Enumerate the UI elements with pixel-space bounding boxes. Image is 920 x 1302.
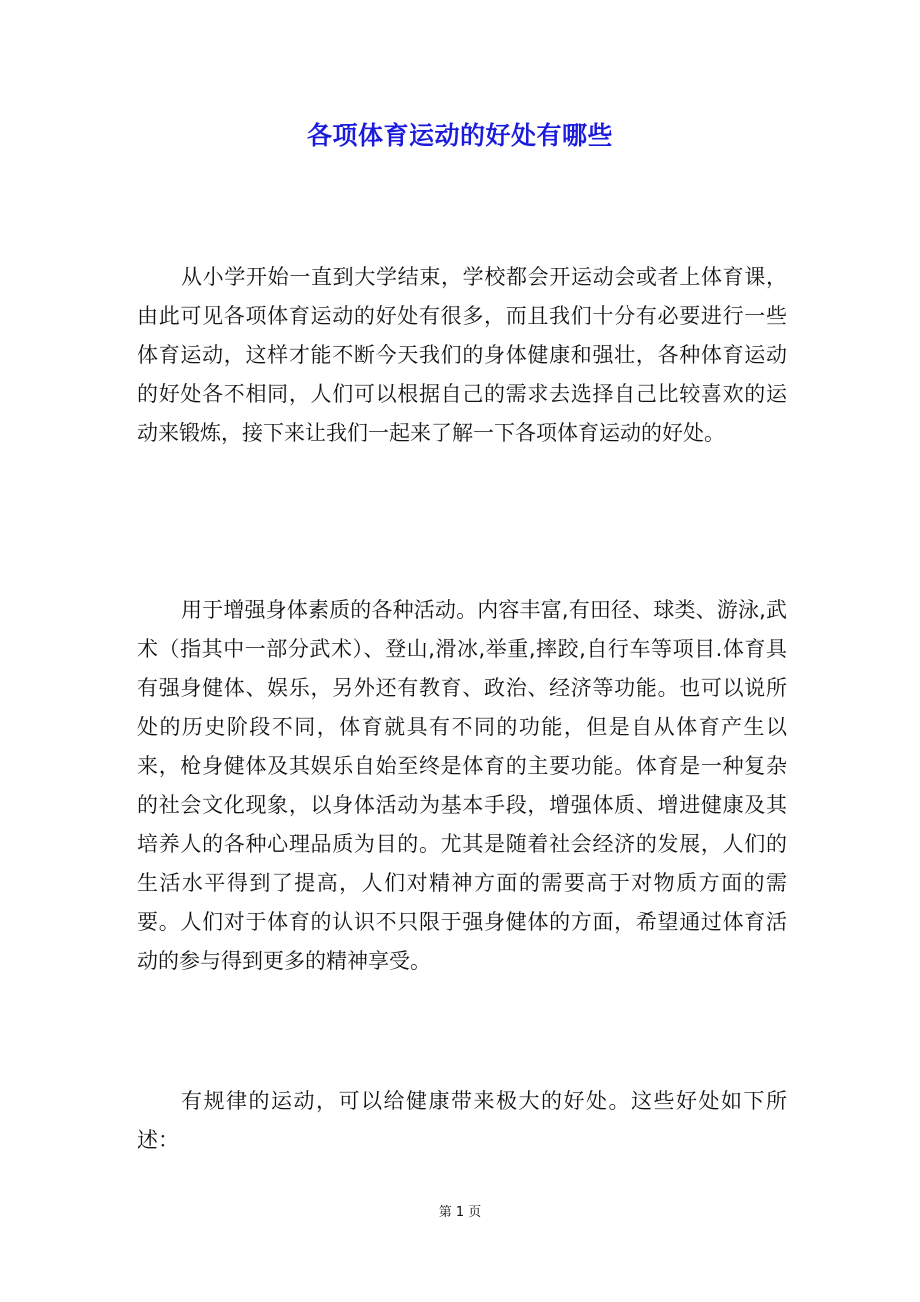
intro-paragraph: 从小学开始一直到大学结束，学校都会开运动会或者上体育课，由此可见各项体育运动的好处有很多，而且我们十分有必要进行一些体育运动，这样才能不断今天我们的身体健康和强壮，各种体育运动的好处各不相同，人们可以根据自己的需求去选择自己比较喜欢的运动来锻炼，接下来让我们一起来了解一下各项体育运动的好处。	[137, 265, 787, 445]
page-title: 各项体育运动的好处有哪些	[306, 121, 613, 150]
body-paragraph: 用于增强身体素质的各种活动。内容丰富,有田径、球类、游泳,武术（指其中一部分武术）、登山,滑冰,举重,摔跤,自行车等项目.体育具有强身健体、娱乐，另外还有教育、政治、经济等功能。也可以说所处的历史阶段不同，体育就具有不同的功能，但是自从体育产生以来，枪身健体及其娱乐自始至终是体育的主要功能。体育是一种复杂的社会文化现象，以身体活动为基本手段，增强体质、增进健康及其培养人的各种心理品质为目的。尤其是随着社会经济的发展，人们的生活水平得到了提高，人们对精神方面的需要高于对物质方面的需要。人们对于体育的认识不只限于强身健体的方面，希望通过体育活动的参与得到更多的精神享受。	[137, 598, 787, 973]
summary-paragraph: 有规律的运动，可以给健康带来极大的好处。这些好处如下所述：	[137, 1089, 787, 1152]
page-number: 第 1 页	[438, 1205, 482, 1220]
